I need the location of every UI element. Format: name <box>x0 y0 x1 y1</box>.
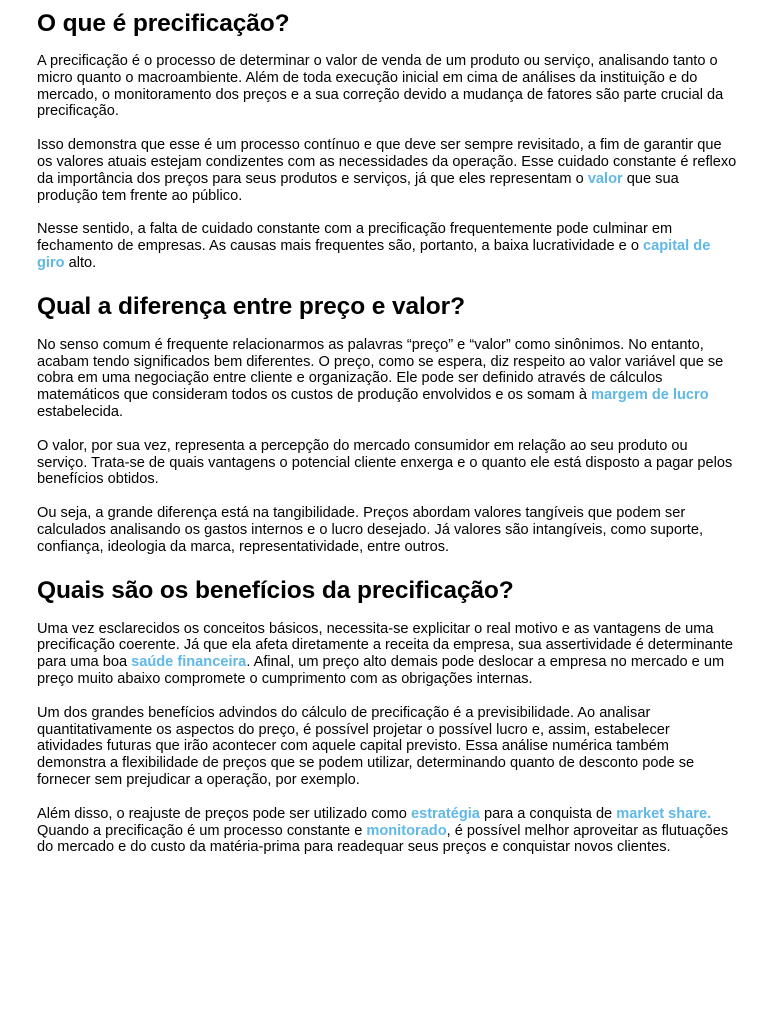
link-valor[interactable]: valor <box>587 170 623 187</box>
paragraph <box>37 505 737 555</box>
paragraph-text: O valor, por sua vez, representa a percepção do mercado consumidor em relação ao seu produto ou serviço. Trata-se de quais vantagens o potencial cliente enxerga e o quanto ele está disposto a pagar pelos benefícios obtidos. <box>37 437 733 488</box>
paragraph-text: alto. <box>64 254 97 271</box>
paragraph <box>37 53 737 120</box>
paragraph-text: A precificação é o processo de determinar o valor de venda de um produto ou serviço, analisando tanto o micro quanto o macroambiente. Além de toda execução inicial em cima de análises da instituição e do mercado, o monitoramento dos preços e a sua correção devido a mudança de fatores são parte crucial da precificação. <box>37 53 724 120</box>
article <box>37 0 737 856</box>
paragraph-text: que sua produção tem frente ao público. <box>37 170 679 204</box>
paragraph-text: Nesse sentido, a falta de cuidado constante com a precificação frequentemente pode culminar em fechamento de empresas. As causas mais frequentes são, portanto, a baixa lucratividade e o <box>37 221 673 255</box>
link-estrategia[interactable]: estratégia <box>410 805 480 822</box>
paragraph <box>37 221 737 271</box>
paragraph-text: Além disso, o reajuste de preços pode ser utilizado como <box>37 805 411 822</box>
paragraph <box>37 806 737 856</box>
paragraph-text: . Afinal, um preço alto demais pode deslocar a empresa no mercado e um preço muito abaixo compromete o cumprimento com as obrigações internas. <box>37 654 725 687</box>
paragraph-text: No senso comum é frequente relacionarmos as palavras “preço” e “valor” como sinônimos. No entanto, acabam tendo significados bem diferentes. O preço, como se espera, diz respeito ao valor variável que se cobra em uma negociação entre cliente e organização. Ele pode ser definido através de cálculos matemáticos que consideram todos os custos de produção envolvidos e os somam à <box>37 336 724 404</box>
paragraph <box>37 137 737 204</box>
paragraph-text: Ou seja, a grande diferença está na tangibilidade. Preços abordam valores tangíveis que podem ser calculados analisando os gastos internos e o lucro desejado. Já valores são intangíveis, como suporte, confiança, ideologia da marca, representatividade, entre outros. <box>37 505 704 555</box>
paragraph-text: Um dos grandes benefícios advindos do cálculo de precificação é a previsibilidade. Ao analisar quantitativamente os aspectos do preço, é possível projetar o possível lucro e, assim, estabelecer atividades futuras que irão acontecer com aquele capital previsto. Essa análise numérica também demonstra a flexibilidade de preços que se podem utilizar, determinando quanto de desconto pode se fornecer sem prejudicar a operação, por exemplo. <box>37 704 695 788</box>
paragraph-text: estabelecida. <box>37 403 124 420</box>
paragraph-text: , é possível melhor aproveitar as flutuações do mercado e do custo da matéria-prima para readequar seus preços e conquistar novos clientes. <box>37 822 729 856</box>
paragraph-text: Uma vez esclarecidos os conceitos básicos, necessita-se explicitar o real motivo e as vantagens de uma precificação coerente. Já que ela afeta diretamente a receita da empresa, sua assertividade é determinante para uma boa <box>37 620 734 671</box>
paragraph <box>37 438 737 488</box>
link-saude-financeira[interactable]: saúde financeira <box>131 654 247 671</box>
link-capital-de-giro[interactable]: capital de giro <box>37 238 711 271</box>
heading-benefits: Quais são os benefícios da precificação? <box>37 576 514 604</box>
link-monitorado[interactable]: monitorado <box>366 822 447 839</box>
heading-what-is-pricing: O que é precificação? <box>37 10 290 37</box>
paragraph-text: Quando a precificação é um processo constante e <box>37 822 367 839</box>
paragraph <box>37 337 737 421</box>
paragraph <box>37 705 737 789</box>
paragraph-text: para a conquista de <box>479 805 617 822</box>
paragraph <box>37 621 737 688</box>
heading-price-vs-value: Qual a diferença entre preço e valor? <box>37 292 465 320</box>
paragraph-text: Isso demonstra que esse é um processo contínuo e que deve ser sempre revisitado, a fim de garantir que os valores atuais estejam condizentes com as necessidades da operação. Esse cuidado constante é reflexo da importância dos preços para seus produtos e serviços, já que eles representam o <box>37 137 737 187</box>
link-market-share[interactable]: market share. <box>616 805 712 822</box>
link-margem-de-lucro[interactable]: margem de lucro <box>591 387 709 404</box>
